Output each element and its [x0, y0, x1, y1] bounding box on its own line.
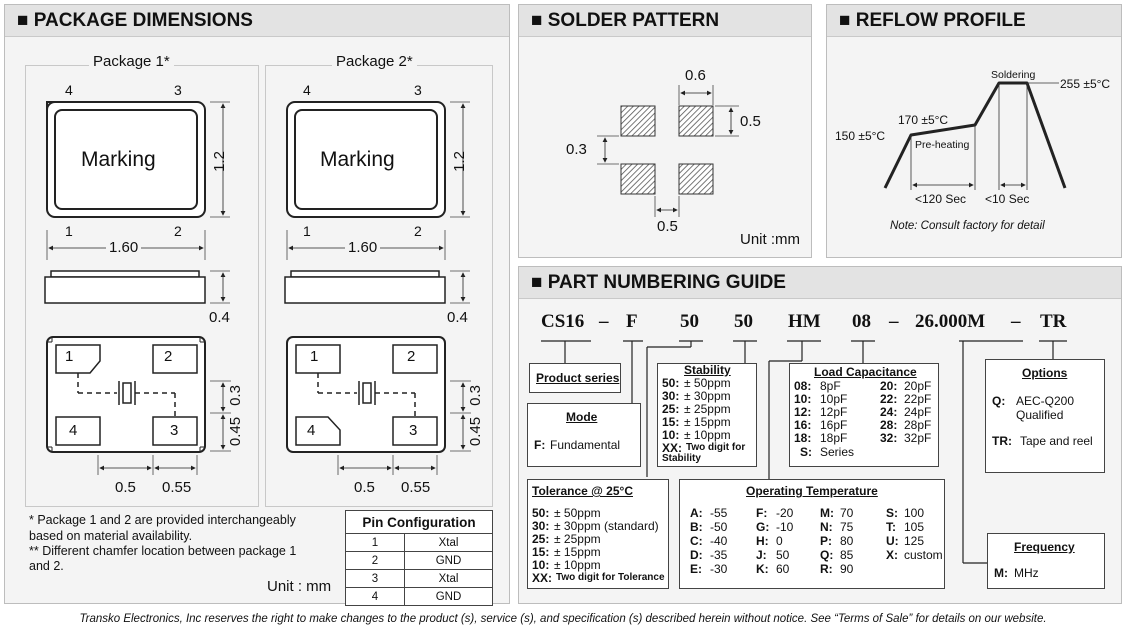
p2-pad-2: 2 — [407, 348, 416, 365]
stability-box — [657, 363, 757, 467]
reflow-dur-10: <10 Sec — [985, 192, 1030, 206]
p1-pin-4: 4 — [65, 82, 73, 98]
code-frequency: 26.000M — [915, 311, 986, 332]
p2-pad-4: 4 — [307, 422, 316, 439]
optemp-title: Operating Temperature — [746, 484, 878, 498]
frequency-title: Frequency — [1014, 540, 1075, 554]
load-r1-v: 22pF — [904, 392, 932, 406]
p2-pad-w1: 0.5 — [354, 479, 375, 496]
load-l0-k: 08: — [794, 379, 812, 393]
optemp-value: 50 — [776, 548, 790, 562]
optemp-value: 105 — [904, 520, 925, 534]
operating-temp-box — [679, 479, 945, 589]
optemp-value: -40 — [710, 534, 728, 548]
stab-row-0-key: 50: — [662, 376, 680, 390]
package-unit: Unit : mm — [267, 578, 332, 595]
stab-row-1-val: ± 30ppm — [684, 389, 731, 403]
p1-pin-2: 2 — [174, 223, 182, 239]
code-dash-3: – — [1011, 311, 1021, 332]
optemp-value: -20 — [776, 506, 794, 520]
optemp-key: M: — [820, 506, 834, 520]
p2-pin-3: 3 — [414, 82, 422, 98]
load-r4-k: 32: — [880, 431, 898, 445]
p2-pin-1: 1 — [303, 223, 311, 239]
options-tr-value: Tape and reel — [1020, 434, 1093, 448]
mode-value: Fundamental — [550, 438, 621, 452]
tolerance-box — [527, 479, 669, 589]
tol-row-0-key: 50: — [532, 506, 550, 520]
note-line-2: based on material availability. — [29, 529, 193, 543]
load-l2-k: 12: — [794, 405, 812, 419]
load-r3-k: 28: — [880, 418, 898, 432]
load-l4-v: 18pF — [820, 431, 848, 445]
optemp-value: -30 — [710, 562, 728, 576]
optemp-value: 100 — [904, 506, 925, 520]
code-dash-1: – — [599, 311, 609, 332]
tol-row-1-val: ± 30ppm (standard) — [554, 519, 659, 533]
options-q-line1: AEC-Q200 — [1016, 394, 1075, 408]
tol-xx-value: Two digit for Tolerance — [556, 572, 665, 583]
optemp-key: J: — [756, 548, 767, 562]
optemp-value: 70 — [840, 506, 854, 520]
optemp-value: 0 — [776, 534, 783, 548]
stab-row-1-key: 30: — [662, 389, 680, 403]
table-row: 3 Xtal — [346, 570, 493, 588]
optemp-key: X: — [886, 548, 898, 562]
optemp-value: 80 — [840, 534, 854, 548]
optemp-key: E: — [690, 562, 702, 576]
optemp-key: T: — [886, 520, 896, 534]
optemp-key: S: — [886, 506, 898, 520]
product-series-box — [529, 363, 621, 393]
optemp-key: H: — [756, 534, 769, 548]
optemp-value: -10 — [776, 520, 794, 534]
stab-row-0-val: ± 50ppm — [684, 376, 731, 390]
optemp-key: K: — [756, 562, 769, 576]
optemp-value: -50 — [710, 520, 728, 534]
load-r2-k: 24: — [880, 405, 898, 419]
p2-marking: Marking — [320, 148, 395, 171]
stab-row-2-val: ± 25ppm — [684, 402, 731, 416]
options-q-line2: Qualified — [1016, 408, 1064, 422]
optemp-key: C: — [690, 534, 703, 548]
load-l2-v: 12pF — [820, 405, 848, 419]
package1-label: Package 1* — [89, 53, 174, 70]
package-dimensions-panel — [4, 4, 510, 604]
stab-xx-line2: Stability — [662, 453, 701, 464]
p2-thickness-dim: 0.4 — [447, 309, 468, 326]
load-r0-v: 20pF — [904, 379, 932, 393]
p2-pad-w2: 0.55 — [401, 479, 431, 496]
stab-row-2-key: 25: — [662, 402, 680, 416]
code-dash-2: – — [889, 311, 899, 332]
p1-pin-3: 3 — [174, 82, 182, 98]
optemp-value: 75 — [840, 520, 854, 534]
table-row: 2 GND — [346, 552, 493, 570]
code-stability: 50 — [680, 311, 699, 332]
p2-pad-h1: 0.3 — [466, 385, 484, 406]
p2-width-dim: 1.60 — [345, 239, 380, 256]
reflow-profile-panel — [826, 4, 1122, 258]
p2-height-dim: 1.2 — [450, 151, 468, 172]
tol-row-2-key: 25: — [532, 532, 550, 546]
optemp-key: Q: — [820, 548, 834, 562]
pin-config-table — [345, 510, 493, 606]
p1-pin-1: 1 — [65, 223, 73, 239]
options-q-key: Q: — [992, 394, 1006, 408]
tolerance-title: Tolerance @ 25°C — [532, 484, 633, 498]
optemp-value: -55 — [710, 506, 728, 520]
p2-pin-2: 2 — [414, 223, 422, 239]
optemp-key: R: — [820, 562, 833, 576]
tol-row-4-val: ± 10ppm — [554, 558, 601, 572]
options-box — [985, 359, 1105, 473]
p2-pad-h2: 0.45 — [467, 416, 485, 447]
part-numbering-panel — [518, 266, 1122, 604]
load-capacitance-box — [789, 363, 939, 467]
stab-row-4-val: ± 10ppm — [684, 428, 731, 442]
optemp-key: U: — [886, 534, 899, 548]
load-l1-k: 10: — [794, 392, 812, 406]
load-l3-k: 16: — [794, 418, 812, 432]
load-series-k: S: — [800, 445, 812, 459]
frequency-box — [987, 533, 1105, 589]
load-r2-v: 24pF — [904, 405, 932, 419]
tol-row-3-val: ± 15ppm — [554, 545, 601, 559]
reflow-150: 150 ±5°C — [835, 129, 886, 143]
mode-key: F: — [534, 438, 546, 452]
stab-xx-line1: Two digit for — [686, 442, 746, 453]
tol-row-4-key: 10: — [532, 558, 550, 572]
tol-xx-key: XX: — [532, 571, 553, 585]
optemp-value: 60 — [776, 562, 790, 576]
mode-box — [527, 403, 641, 467]
load-series-v: Series — [820, 445, 855, 459]
solder-pattern-panel — [518, 4, 812, 258]
p1-marking: Marking — [81, 148, 156, 171]
table-row: 4 GND — [346, 588, 493, 606]
stab-row-3-key: 15: — [662, 415, 680, 429]
p2-pad-3: 3 — [409, 422, 418, 439]
p1-pad-h1: 0.3 — [226, 385, 244, 406]
solder-dim-bottom: 0.5 — [657, 218, 678, 235]
p1-pad-1: 1 — [65, 348, 74, 365]
code-temperature: HM — [788, 311, 821, 332]
product-series-label: Product series — [536, 371, 620, 385]
optemp-key: D: — [690, 548, 703, 562]
p1-pad-h2: 0.45 — [227, 416, 245, 447]
package2-label: Package 2* — [332, 53, 417, 70]
optemp-key: A: — [690, 506, 703, 520]
note-line-3: ** Different chamfer location between package 1 — [29, 544, 297, 558]
table-row: 1 Xtal — [346, 534, 493, 552]
optemp-value: -35 — [710, 548, 728, 562]
reflow-peak: 255 ±5°C — [1060, 77, 1111, 91]
package-dimensions-title: ■ PACKAGE DIMENSIONS — [5, 5, 509, 37]
p1-pad-3: 3 — [170, 422, 179, 439]
optemp-key: P: — [820, 534, 832, 548]
reflow-dur-120: <120 Sec — [915, 192, 967, 206]
stab-xx-key: XX: — [662, 441, 683, 455]
code-tolerance: 50 — [734, 311, 753, 332]
optemp-value: custom — [904, 548, 943, 562]
load-l4-k: 18: — [794, 431, 812, 445]
options-title: Options — [1022, 366, 1068, 380]
p1-pad-2: 2 — [164, 348, 173, 365]
optemp-key: B: — [690, 520, 703, 534]
load-r0-k: 20: — [880, 379, 898, 393]
stab-row-3-val: ± 15ppm — [684, 415, 731, 429]
load-title: Load Capacitance — [814, 365, 917, 379]
p1-pad-w1: 0.5 — [115, 479, 136, 496]
solder-unit: Unit :mm — [740, 231, 800, 248]
frequency-value: MHz — [1014, 566, 1039, 580]
solder-dim-right: 0.5 — [740, 113, 761, 130]
p1-pad-4: 4 — [69, 422, 78, 439]
stability-title: Stability — [684, 363, 731, 377]
stab-row-4-key: 10: — [662, 428, 680, 442]
load-r3-v: 28pF — [904, 418, 932, 432]
solder-pattern-title: ■ SOLDER PATTERN — [519, 5, 811, 37]
mode-title: Mode — [566, 410, 598, 424]
frequency-key: M: — [994, 566, 1008, 580]
load-l3-v: 16pF — [820, 418, 848, 432]
tol-row-0-val: ± 50ppm — [554, 506, 601, 520]
load-l1-v: 10pF — [820, 392, 848, 406]
note-line-4: and 2. — [29, 559, 64, 573]
tol-row-2-val: ± 25ppm — [554, 532, 601, 546]
optemp-key: G: — [756, 520, 770, 534]
load-r1-k: 22: — [880, 392, 898, 406]
p1-height-dim: 1.2 — [210, 151, 228, 172]
reflow-170: 170 ±5°C — [898, 113, 949, 127]
tol-row-3-key: 15: — [532, 545, 550, 559]
pin-config-title: Pin Configuration — [346, 511, 493, 534]
note-line-1: * Package 1 and 2 are provided interchangeably — [29, 513, 296, 527]
p1-pad-w2: 0.55 — [162, 479, 192, 496]
load-l0-v: 8pF — [820, 379, 841, 393]
solder-dim-left: 0.3 — [566, 141, 587, 158]
p1-width-dim: 1.60 — [106, 239, 141, 256]
options-tr-key: TR: — [992, 434, 1012, 448]
code-f: F — [626, 311, 638, 332]
tol-row-1-key: 30: — [532, 519, 550, 533]
optemp-value: 85 — [840, 548, 854, 562]
p1-thickness-dim: 0.4 — [209, 309, 230, 326]
optemp-key: N: — [820, 520, 833, 534]
reflow-soldering: Soldering — [991, 69, 1036, 81]
p2-pad-1: 1 — [310, 348, 319, 365]
code-load: 08 — [852, 311, 871, 332]
load-r4-v: 32pF — [904, 431, 932, 445]
reflow-profile-title: ■ REFLOW PROFILE — [827, 5, 1121, 37]
reflow-preheating: Pre-heating — [915, 139, 970, 151]
p2-pin-4: 4 — [303, 82, 311, 98]
optemp-key: F: — [756, 506, 768, 520]
footer-disclaimer: Transko Electronics, Inc reserves the right to make changes to the product (s), service (s), and specification (s) described herein without notice. See “Terms of Sale” for details on our website. — [79, 613, 1047, 625]
optemp-value: 90 — [840, 562, 854, 576]
code-options: TR — [1040, 311, 1067, 332]
reflow-note: Note: Consult factory for detail — [890, 220, 1045, 232]
optemp-value: 125 — [904, 534, 925, 548]
code-cs16: CS16 — [541, 311, 585, 332]
solder-dim-top: 0.6 — [685, 67, 706, 84]
part-numbering-title: ■ PART NUMBERING GUIDE — [519, 267, 1121, 299]
